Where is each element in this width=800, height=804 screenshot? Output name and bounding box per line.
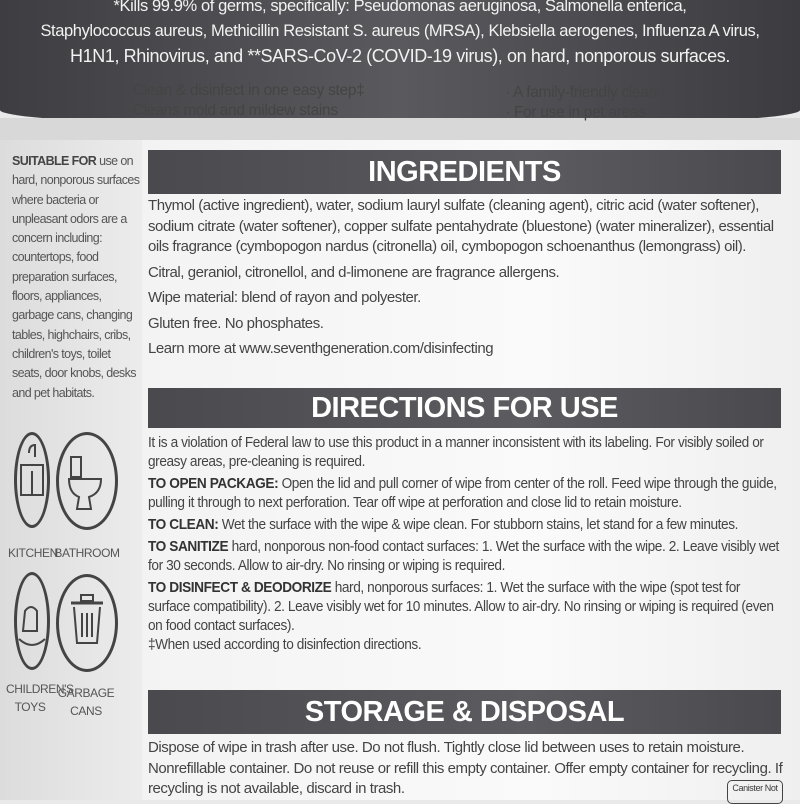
storage-text: Dispose of wipe in trash after use. Do not flush. Tightly close lid between uses to retain moisture. Nonrefillable container. Do not reuse or refill this empty container. Offer empty container for recycling. If recycling is not available, discard in trash. — [148, 739, 783, 797]
ingredients-list: Thymol (active ingredient), water, sodium lauryl sulfate (cleaning agent), citric acid (water softener), sodium citrate (water softener), copper sulfate pentahydrate (bluestone) (water mineralizer), essential oils fragrance (cymbopogon nardus (citronella) oil, cymbopogon schoenanthus (lemongrass) oil). — [148, 197, 774, 255]
gluten-free-note: Gluten free. No phosphates. — [148, 314, 324, 332]
step-lead: TO SANITIZE — [148, 538, 229, 555]
directions-intro: It is a violation of Federal law to use this product in a manner inconsistent with its labeling. For visibly soiled or greasy areas, pre-cleaning is required. — [148, 434, 764, 470]
wipe-material: Wipe material: blend of rayon and polyester. — [148, 289, 421, 306]
step-text: Wet the surface with the wipe & wipe clean. For stubborn stains, let stand for a few minutes. — [218, 516, 739, 533]
bathroom-icon — [56, 432, 118, 530]
allergens-note: Citral, geraniol, citronellol, and d-limonene are fragrance allergens. — [148, 263, 560, 281]
direction-step — [148, 537, 785, 575]
claims-band — [0, 0, 800, 128]
rocking-horse-icon — [14, 572, 50, 670]
step-lead: TO CLEAN: — [148, 516, 219, 533]
ingredients-heading: INGREDIENTS — [148, 150, 781, 194]
suitable-for-text — [12, 152, 140, 403]
direction-step — [148, 515, 785, 534]
icon-label: CHILDREN'S TOYS — [6, 682, 74, 714]
ingredients-section — [148, 196, 788, 365]
step-text: hard, nonporous non-food contact surfaces: 1. Wet the surface with the wipe. 2. Leave visibly wet for 30 seconds. Allow to air-dry. No rinsing or wiping is required. — [148, 538, 779, 574]
step-lead: TO OPEN PACKAGE: — [148, 475, 279, 492]
storage-heading: STORAGE & DISPOSAL — [148, 690, 781, 734]
claims-line: H1N1, Rhinovirus, and **SARS-CoV-2 (COVID-19 virus), on hard, nonporous surfaces. — [70, 46, 730, 66]
learn-more-link: Learn more at www.seventhgeneration.com/disinfecting — [148, 340, 494, 357]
direction-step — [148, 474, 785, 512]
trash-can-icon — [56, 574, 118, 672]
canister-note: Canister Not — [727, 780, 783, 804]
directions-section — [148, 433, 785, 657]
icon-label: BATHROOM — [54, 546, 120, 560]
claims-line: *Kills 99.9% of germs, specifically: Pseudomonas aeruginosa, Salmonella enterica, — [113, 0, 687, 15]
footnote: ‡When used according to disinfection directions. — [148, 636, 422, 653]
step-lead: TO DISINFECT & DEODORIZE — [148, 579, 332, 596]
icon-label: KITCHEN — [8, 546, 58, 560]
kitchen-icon — [14, 432, 50, 528]
benefit-item: ·Cleans mold and mildew stains — [128, 102, 338, 119]
step-text: Open the lid and pull corner of wipe from center of the roll. Feed wipe through the guide, pulling it through to next perforation. Tear off wipe at perforation and close lid to retain moisture. — [148, 475, 777, 511]
suitable-body: use on hard, nonporous surfaces where bacteria or unpleasant odors are a concern including: countertops, food preparation surfaces, floors, appliances, garbage cans, changing tables, highchairs, cribs, children's toys, toilet seats, door knobs, desks and pet habitats. — [12, 154, 140, 400]
benefit-item: · A family-friendly clean — [505, 84, 657, 101]
benefit-item: · For use in pet areas — [505, 104, 646, 121]
step-text: hard, nonporous surfaces: 1. Wet the surface with the wipe (spot test for surface compatibility). 2. Leave visibly wet for 10 minutes. Allow to air-dry. No rinsing or wiping is required (even on food contact surfaces). — [148, 579, 774, 634]
suitable-lead: SUITABLE FOR — [12, 154, 97, 168]
icon-label: GARBAGE CANS — [57, 686, 115, 718]
directions-heading: DIRECTIONS FOR USE — [148, 388, 781, 428]
direction-step — [148, 578, 785, 635]
benefit-item: ·Clean & disinfect in one easy step‡ — [128, 82, 365, 99]
claims-line: Staphylococcus aureus, Methicillin Resistant S. aureus (MRSA), Klebsiella aerogenes, Influenza A virus, — [40, 22, 760, 40]
